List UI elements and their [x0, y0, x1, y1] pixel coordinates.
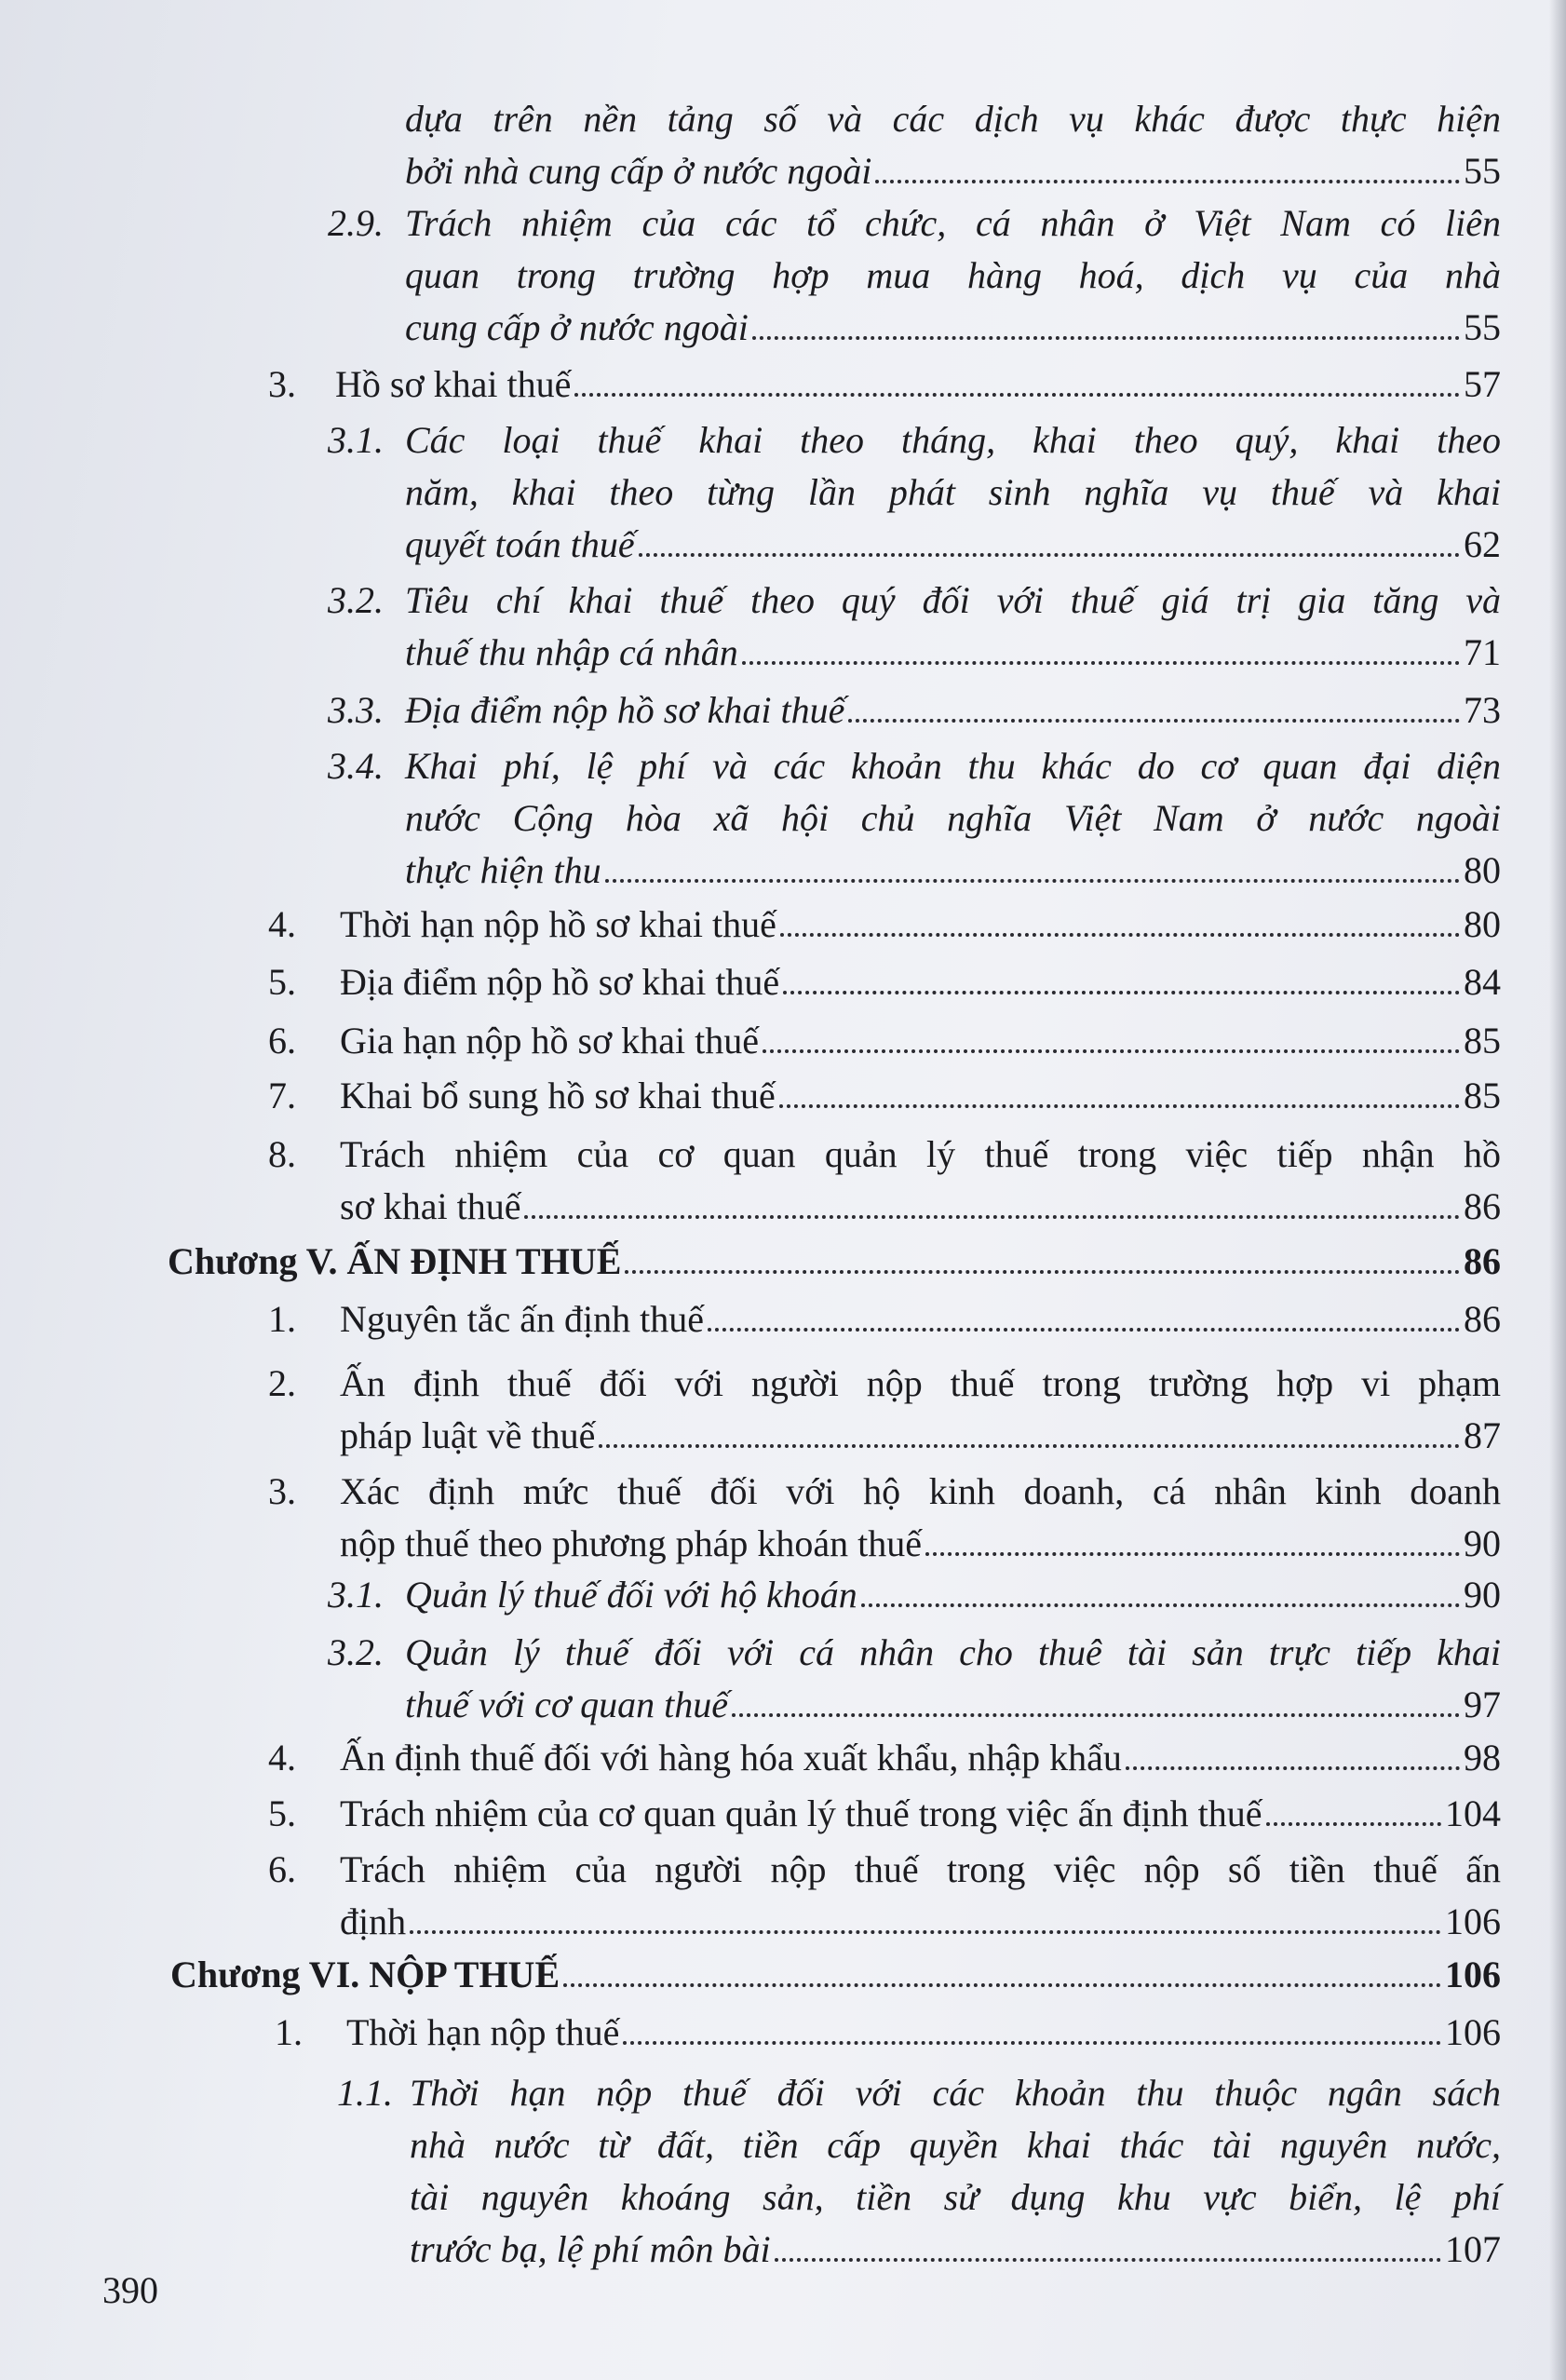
toc-entry-text: dựa trên nền tảng số và các dịch vụ khác được thực hiện [405, 98, 1501, 140]
toc-entry [268, 1129, 1501, 1233]
toc-page-number: 86 [1464, 1240, 1501, 1282]
toc-entry-text: Khai phí, lệ phí và các khoản thu khác do cơ quan đại diện [405, 745, 1501, 787]
toc-entry-text: Địa điểm nộp hồ sơ khai thuế [405, 689, 845, 731]
toc-entry-number: 1. [268, 1298, 296, 1340]
toc-entry-last-line [340, 1293, 1501, 1346]
toc-entry [268, 1358, 1501, 1462]
toc-entry-number: 4. [268, 903, 296, 945]
dot-leader [875, 180, 1460, 183]
toc-page-number: 85 [1464, 1075, 1501, 1116]
toc-entry-text: Quản lý thuế đối với cá nhân cho thuê tài sản trực tiếp khai [405, 1631, 1501, 1673]
dot-leader [779, 1104, 1460, 1108]
dot-leader [625, 1270, 1460, 1274]
dot-leader [410, 1930, 1441, 1934]
toc-entry-number: 5. [268, 1792, 296, 1834]
toc-entry-last-line [340, 956, 1501, 1008]
toc-page-number: 90 [1464, 1522, 1501, 1564]
page-number: 390 [102, 2269, 158, 2311]
toc-page-number: 80 [1464, 849, 1501, 891]
toc-entry-number: 2. [268, 1362, 296, 1404]
toc-entry-text: Thời hạn nộp hồ sơ khai thuế [340, 903, 776, 945]
toc-entry-last-line [168, 1236, 1501, 1288]
toc-entry-last-line [405, 684, 1501, 737]
dot-leader [848, 719, 1460, 723]
dot-leader [732, 1713, 1460, 1717]
toc-page-number: 80 [1464, 903, 1501, 945]
toc-entry-number: 3.3. [328, 689, 384, 731]
toc-entry [328, 1569, 1501, 1621]
toc-entry-text: thực hiện thu [405, 849, 601, 891]
toc-entry-last-line [405, 302, 1501, 354]
toc-entry [268, 1466, 1501, 1570]
toc-entry-last-line [340, 1015, 1501, 1067]
toc-page-number: 106 [1445, 2011, 1501, 2053]
toc-entry-text: Các loại thuế khai theo tháng, khai theo quý, khai theo [405, 419, 1501, 461]
toc-entry-last-line [405, 145, 1501, 197]
toc-entry-text: bởi nhà cung cấp ở nước ngoài [405, 150, 872, 192]
toc-page-number: 106 [1445, 1900, 1501, 1942]
dot-leader [1126, 1766, 1460, 1770]
toc-page-number: 107 [1445, 2228, 1501, 2270]
toc-entry-last-line [346, 2007, 1501, 2059]
toc-entry-text: nhà nước từ đất, tiền cấp quyền khai thác tài nguyên nước, [410, 2124, 1501, 2166]
toc-page-number: 90 [1464, 1574, 1501, 1616]
toc-entry [268, 1293, 1501, 1346]
toc-entry-last-line [340, 1896, 1501, 1948]
toc-entry-last-line [340, 899, 1501, 951]
toc-entry-number: 3.4. [328, 745, 384, 787]
toc-entry-text: Trách nhiệm của cơ quan quản lý thuế trong việc tiếp nhận hồ [340, 1133, 1501, 1175]
toc-entry-text: năm, khai theo từng lần phát sinh nghĩa vụ thuế và khai [405, 471, 1501, 513]
toc-entry [328, 575, 1501, 679]
toc-entry [268, 1070, 1501, 1122]
toc-entry-number: 1.1. [337, 2072, 393, 2114]
toc-entry-text: cung cấp ở nước ngoài [405, 306, 749, 348]
toc-entry-text: nước Cộng hòa xã hội chủ nghĩa Việt Nam ở nước ngoài [405, 797, 1501, 839]
toc-page-number: 104 [1445, 1792, 1501, 1834]
toc-entry-text: Quản lý thuế đối với hộ khoán [405, 1574, 857, 1616]
toc-entry [275, 2007, 1501, 2059]
toc-entry [405, 93, 1501, 197]
toc-entry-text: Ấn định thuế đối với người nộp thuế trong trường hợp vi phạm [340, 1362, 1501, 1404]
toc-entry-last-line [340, 1732, 1501, 1784]
toc-entry-last-line [405, 519, 1501, 571]
dot-leader [780, 933, 1460, 937]
toc-entry-last-line [405, 1679, 1501, 1731]
toc-entry-last-line [340, 1788, 1501, 1840]
toc-page-number: 55 [1464, 150, 1501, 192]
toc-entry-number: 6. [268, 1020, 296, 1062]
toc-entry-text: Trách nhiệm của người nộp thuế trong việc nộp số tiền thuế ấn [340, 1848, 1501, 1890]
dot-leader [574, 393, 1460, 397]
toc-entry-number: 3.2. [328, 1631, 384, 1673]
toc-entry-last-line [340, 1518, 1501, 1570]
toc-entry-text: Ấn định thuế đối với hàng hóa xuất khẩu, nhập khẩu [340, 1737, 1122, 1778]
toc-entry [268, 956, 1501, 1008]
toc-entry-text: pháp luật về thuế [340, 1414, 596, 1456]
toc-page-number: 86 [1464, 1298, 1501, 1340]
toc-page-number: 87 [1464, 1414, 1501, 1456]
toc-entry-text: quan trong trường hợp mua hàng hoá, dịch vụ của nhà [405, 254, 1501, 296]
toc-entry [337, 2067, 1501, 2276]
toc-entry-text: Thời hạn nộp thuế [346, 2011, 620, 2053]
toc-entry-number: 3.1. [328, 419, 384, 461]
toc-entry-text: nộp thuế theo phương pháp khoán thuế [340, 1522, 922, 1564]
toc-entry-last-line [405, 845, 1501, 897]
toc-entry [268, 1015, 1501, 1067]
toc-entry-text: tài nguyên khoáng sản, tiền sử dụng khu vực biển, lệ phí [410, 2176, 1501, 2218]
toc-entry-number: 4. [268, 1737, 296, 1778]
toc-page-number: 62 [1464, 523, 1501, 565]
toc-entry [268, 1844, 1501, 1948]
toc-entry-text: Hồ sơ khai thuế [335, 363, 572, 405]
toc-entry [328, 197, 1501, 354]
toc-entry [328, 740, 1501, 897]
toc-entry-number: 3. [268, 1470, 296, 1512]
dot-leader [783, 991, 1460, 994]
dot-leader [605, 879, 1460, 883]
toc-entry [268, 899, 1501, 951]
toc-entry-text: thuế với cơ quan thuế [405, 1684, 729, 1725]
toc-entry-number: 7. [268, 1075, 296, 1116]
toc-entry-number: 5. [268, 961, 296, 1003]
toc-entry-text: Chương V. ẤN ĐỊNH THUẾ [168, 1240, 622, 1282]
dot-leader [599, 1444, 1460, 1448]
toc-entry-text: thuế thu nhập cá nhân [405, 631, 738, 673]
toc-chapter-heading [168, 1236, 1501, 1288]
toc-entry-number: 3.2. [328, 579, 384, 621]
toc-entry [328, 1627, 1501, 1731]
dot-leader [752, 336, 1460, 340]
toc-entry-last-line [410, 2224, 1501, 2276]
toc-entry-number: 3.1. [328, 1574, 384, 1616]
toc-entry [268, 1732, 1501, 1784]
toc-entry [328, 684, 1501, 737]
toc-entry-last-line [340, 1410, 1501, 1462]
toc-entry-last-line [340, 1181, 1501, 1233]
toc-entry-text: Nguyên tắc ấn định thuế [340, 1298, 704, 1340]
toc-page-number: 73 [1464, 689, 1501, 731]
toc-entry-text: quyết toán thuế [405, 523, 635, 565]
toc-entry-text: định [340, 1900, 407, 1942]
dot-leader [623, 2041, 1441, 2045]
toc-entry-last-line [170, 1949, 1501, 2001]
toc-entry-text: Trách nhiệm của các tổ chức, cá nhân ở Việt Nam có liên [405, 202, 1501, 244]
toc-entry-text: Chương VI. NỘP THUẾ [170, 1954, 560, 1995]
toc-page-number: 71 [1464, 631, 1501, 673]
toc-entry [268, 358, 1501, 411]
toc-entry-text: Thời hạn nộp thuế đối với các khoản thu thuộc ngân sách [410, 2072, 1501, 2114]
toc-page-number: 98 [1464, 1737, 1501, 1778]
toc-entry-number: 2.9. [328, 202, 384, 244]
toc-entry-last-line [405, 627, 1501, 679]
toc-page-number: 85 [1464, 1020, 1501, 1062]
toc-entry-text: Tiêu chí khai thuế theo quý đối với thuế giá trị gia tăng và [405, 579, 1501, 621]
toc-page-number: 86 [1464, 1185, 1501, 1227]
toc-entry-number: 3. [268, 363, 296, 405]
toc-entry-number: 6. [268, 1848, 296, 1890]
toc-page-number: 84 [1464, 961, 1501, 1003]
toc-entry-text: Xác định mức thuế đối với hộ kinh doanh, cá nhân kinh doanh [340, 1470, 1501, 1512]
toc-entry-text: Địa điểm nộp hồ sơ khai thuế [340, 961, 780, 1003]
toc-entry-text: trước bạ, lệ phí môn bài [410, 2228, 771, 2270]
toc-entry-text: Trách nhiệm của cơ quan quản lý thuế trong việc ấn định thuế [340, 1792, 1262, 1834]
dot-leader [563, 1983, 1441, 1987]
dot-leader [742, 661, 1460, 665]
toc-entry [268, 1788, 1501, 1840]
dot-leader [925, 1552, 1460, 1556]
toc-entry-last-line [335, 358, 1501, 411]
toc-chapter-heading [170, 1949, 1501, 2001]
toc-entry-last-line [405, 1569, 1501, 1621]
toc-entry-text: Khai bổ sung hồ sơ khai thuế [340, 1075, 776, 1116]
dot-leader [763, 1049, 1460, 1053]
toc-entry-text: sơ khai thuế [340, 1185, 521, 1227]
toc-entry-number: 8. [268, 1133, 296, 1175]
toc-page-number: 106 [1445, 1954, 1501, 1995]
dot-leader [861, 1603, 1460, 1607]
dot-leader [524, 1215, 1460, 1219]
dot-leader [708, 1328, 1460, 1332]
toc-entry [328, 414, 1501, 571]
dot-leader [775, 2258, 1441, 2262]
toc-entry-last-line [340, 1070, 1501, 1122]
dot-leader [639, 553, 1460, 557]
toc-entry-number: 1. [275, 2011, 303, 2053]
toc-entry-text: Gia hạn nộp hồ sơ khai thuế [340, 1020, 759, 1062]
toc-page-number: 55 [1464, 306, 1501, 348]
toc-page-number: 57 [1464, 363, 1501, 405]
toc-page-number: 97 [1464, 1684, 1501, 1725]
dot-leader [1266, 1822, 1441, 1826]
